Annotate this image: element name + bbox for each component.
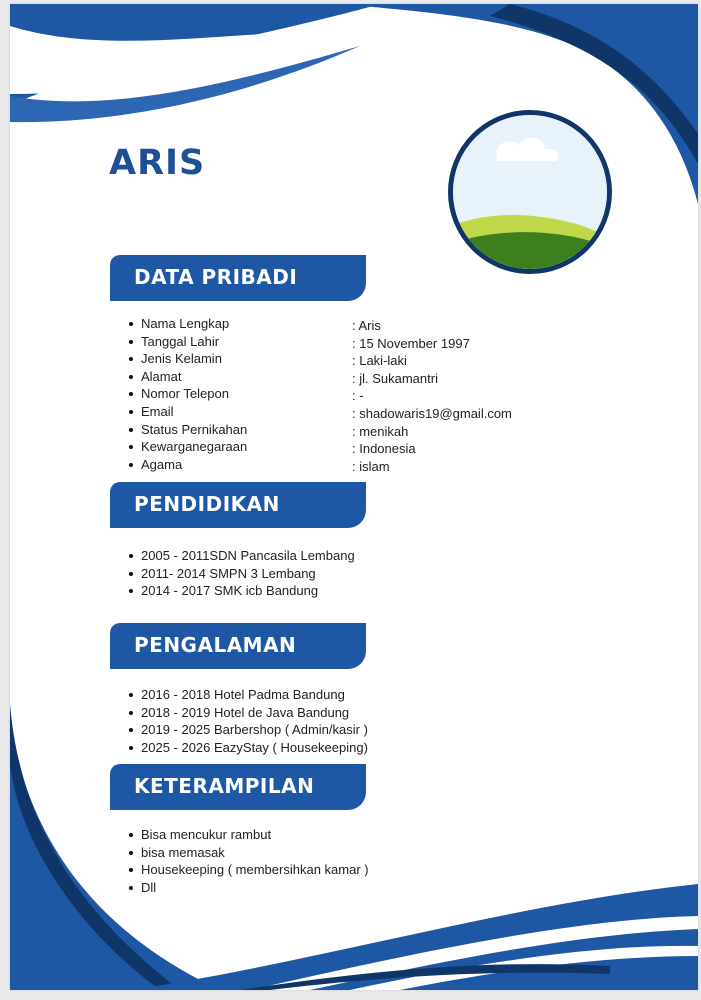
list-item: Bisa mencukur rambut xyxy=(129,826,369,844)
list-item: Dll xyxy=(129,879,369,897)
list-item: Housekeeping ( membersihkan kamar ) xyxy=(129,861,369,879)
education-list xyxy=(129,547,355,600)
value-item: : 15 November 1997 xyxy=(352,335,470,351)
experience-list xyxy=(129,686,368,756)
value-item: : Aris xyxy=(352,318,381,333)
list-item: 2014 - 2017 SMK icb Bandung xyxy=(129,582,355,600)
skills-list xyxy=(129,826,369,896)
profile-photo xyxy=(448,110,612,274)
list-item: 2016 - 2018 Hotel Padma Bandung xyxy=(129,686,368,704)
value-item: : jl. Sukamantri xyxy=(352,370,438,386)
list-item: Status Pernikahan xyxy=(129,421,247,439)
list-item: 2011- 2014 SMPN 3 Lembang xyxy=(129,565,355,583)
list-item: Kewarganegaraan xyxy=(129,438,247,456)
personal-labels-list xyxy=(129,315,247,473)
list-item: 2005 - 2011SDN Pancasila Lembang xyxy=(129,547,355,565)
list-item: Nama Lengkap xyxy=(129,315,247,333)
list-item: Tanggal Lahir xyxy=(129,333,247,351)
cv-name: ARIS xyxy=(109,143,206,183)
value-item: : Laki-laki xyxy=(352,353,407,369)
list-item: 2018 - 2019 Hotel de Java Bandung xyxy=(129,704,368,722)
cv-page xyxy=(10,4,698,990)
list-item: bisa memasak xyxy=(129,844,369,862)
list-item: 2025 - 2026 EazyStay ( Housekeeping) xyxy=(129,739,368,757)
landscape-photo-icon xyxy=(453,115,607,269)
list-item: Agama xyxy=(129,456,247,474)
personal-values-list xyxy=(352,317,512,475)
value-item: : Indonesia xyxy=(352,441,416,457)
list-item: 2019 - 2025 Barbershop ( Admin/kasir ) xyxy=(129,721,368,739)
section-header-education: PENDIDIKAN xyxy=(110,482,366,528)
list-item: Jenis Kelamin xyxy=(129,350,247,368)
value-item: : menikah xyxy=(352,423,409,439)
section-header-skills: KETERAMPILAN xyxy=(110,764,366,810)
value-item: : islam xyxy=(352,458,390,474)
value-item: : - xyxy=(352,388,364,404)
value-item: : shadowaris19@gmail.com xyxy=(352,405,512,421)
list-item: Nomor Telepon xyxy=(129,385,247,403)
list-item: Alamat xyxy=(129,368,247,386)
list-item: Email xyxy=(129,403,247,421)
section-header-experience: PENGALAMAN xyxy=(110,623,366,669)
section-header-personal: DATA PRIBADI xyxy=(110,255,366,301)
